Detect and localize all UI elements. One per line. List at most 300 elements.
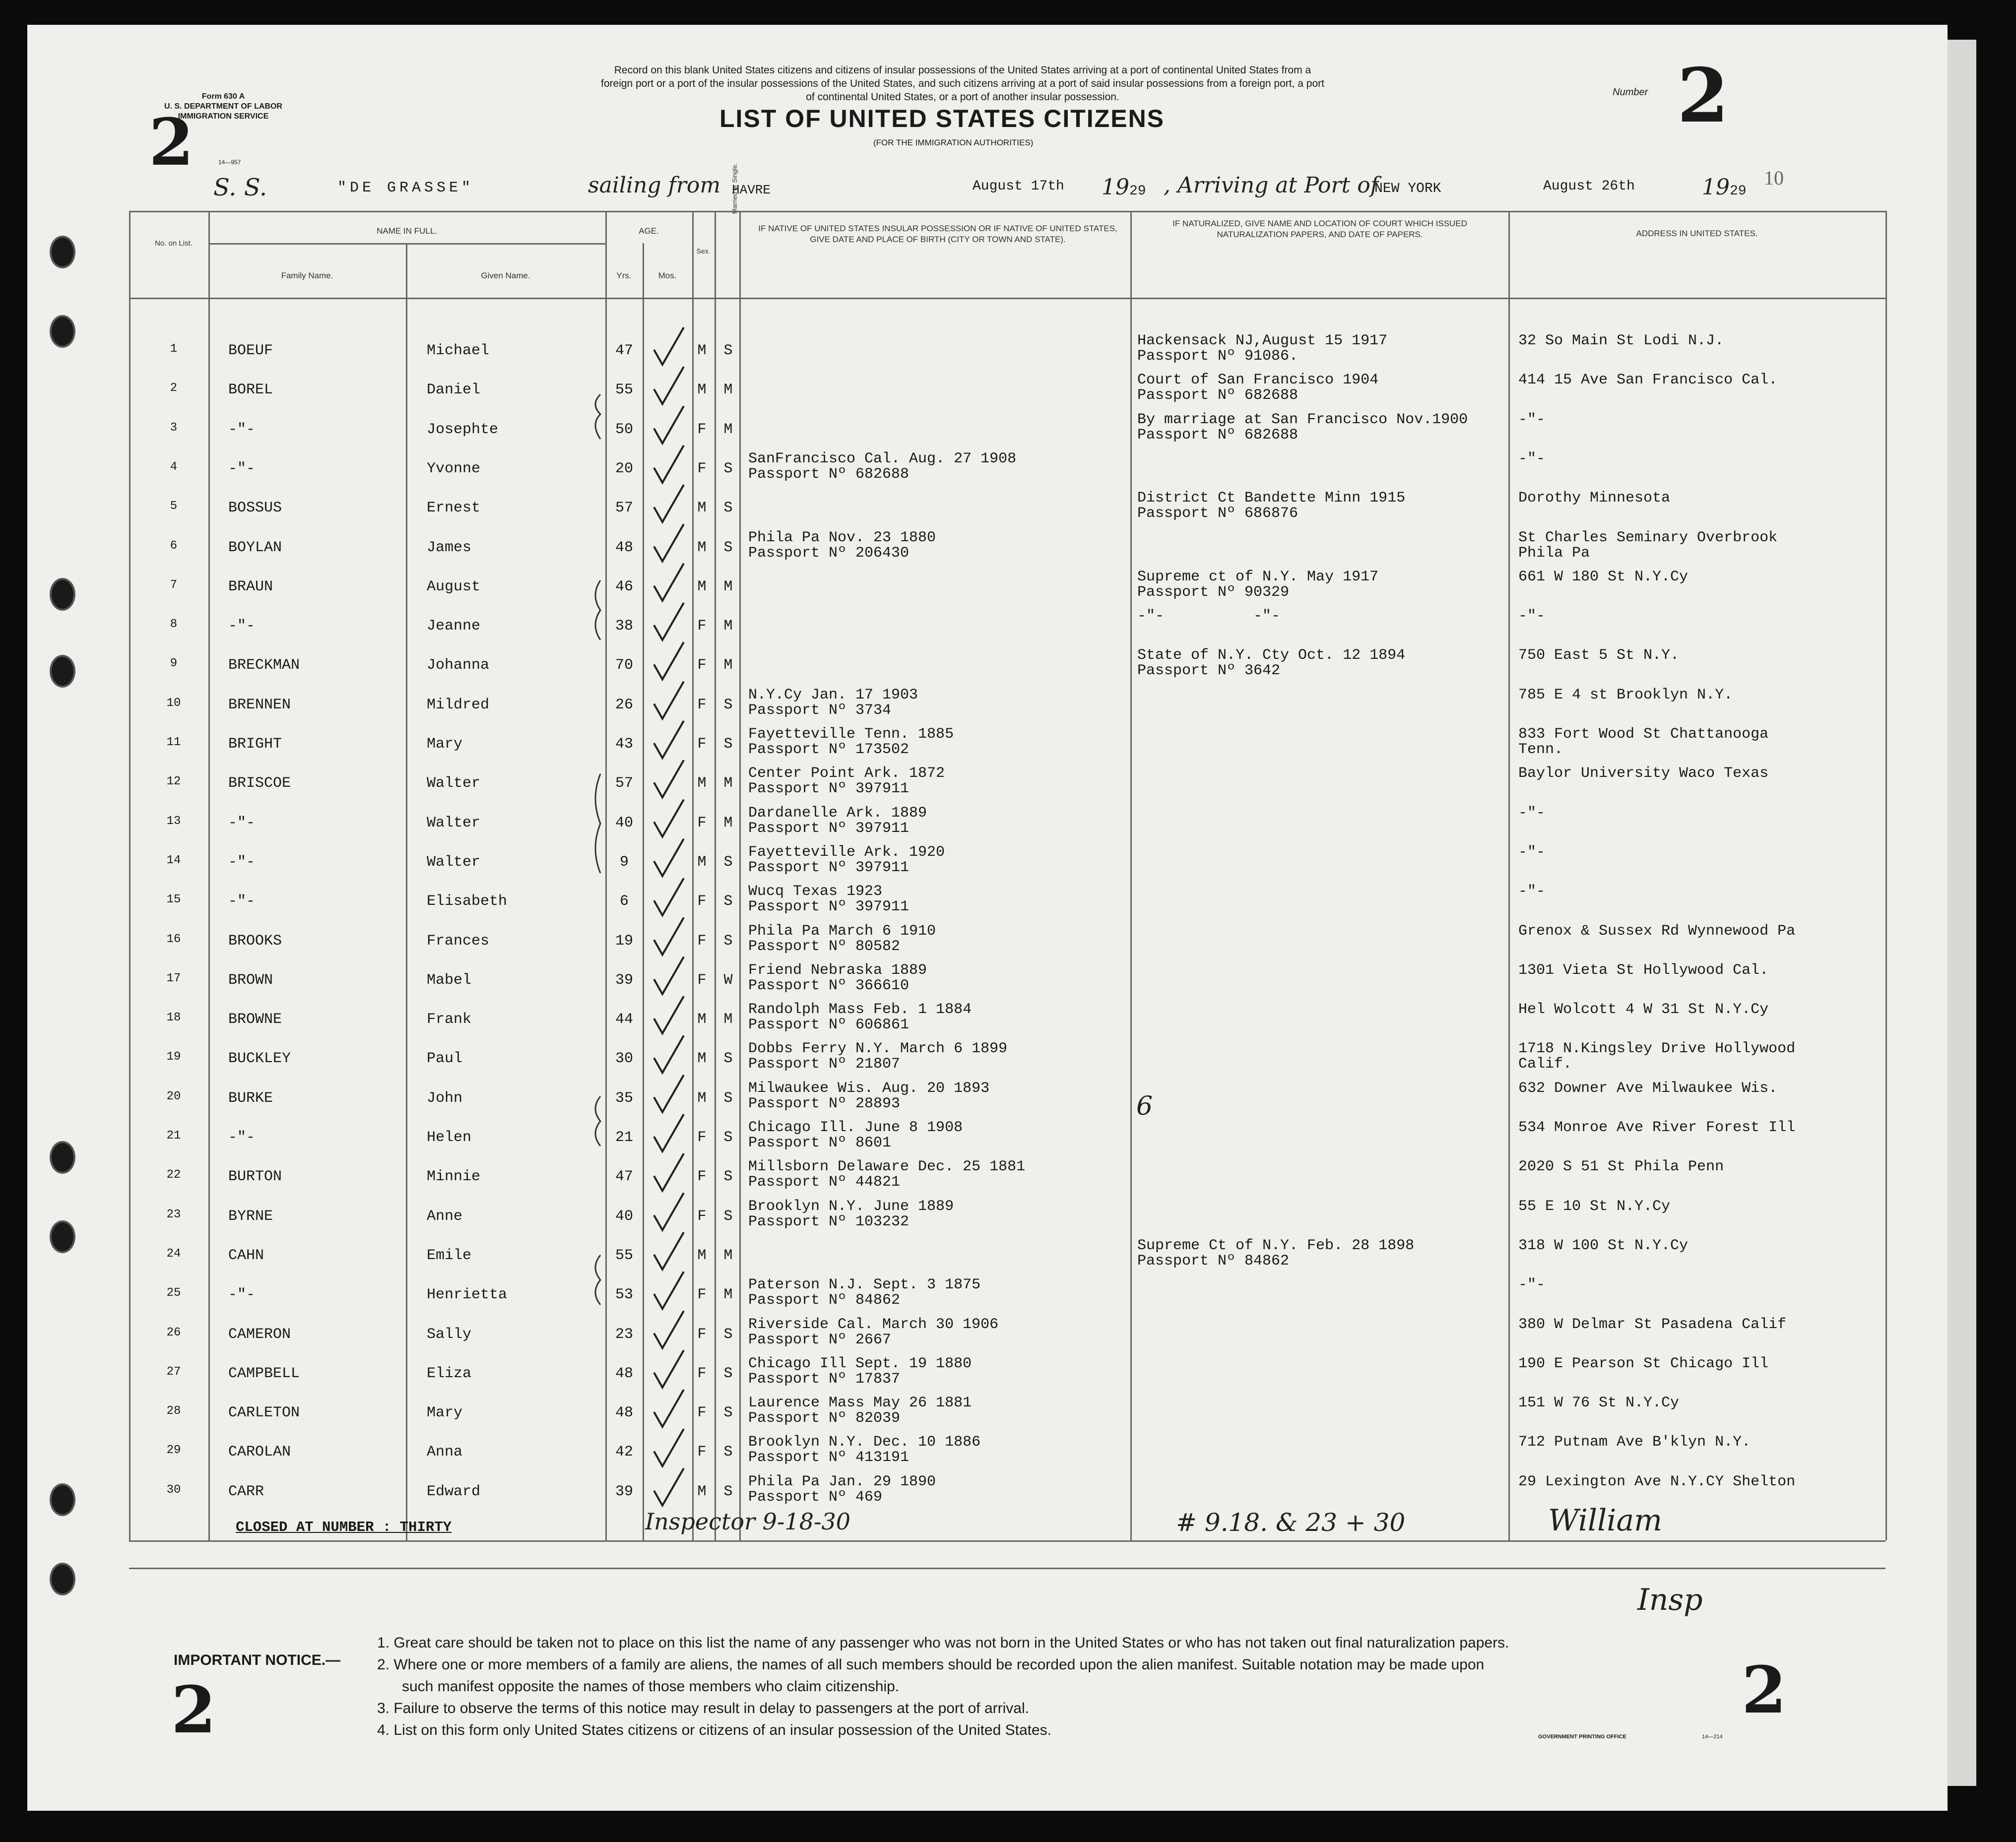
record-line: foreign port or a port of the insular possessions of the United States, and such citizens arriving at a port of said insular possessions from a foreign port, a port [601, 78, 1324, 89]
family-name: BUCKLEY [228, 1050, 291, 1068]
age-years: 19 [615, 932, 633, 950]
row-number: 8 [170, 618, 178, 632]
family-name: BROOKS [228, 932, 282, 950]
given-name: Eliza [427, 1365, 472, 1382]
page-title: LIST OF UNITED STATES CITIZENS [719, 105, 1165, 132]
family-name: BROWN [228, 971, 273, 989]
birth-place: Friend Nebraska 1889 Passport Nº 366610 [748, 961, 927, 994]
birth-place: Brooklyn N.Y. June 1889 Passport Nº 103232 [748, 1198, 954, 1230]
address: -"- [1518, 804, 1546, 822]
row-number: 20 [166, 1089, 181, 1103]
col-rule [715, 211, 716, 1540]
row-number: 10 [166, 696, 181, 710]
row-number: 26 [166, 1326, 181, 1339]
col-rule [1508, 211, 1510, 1540]
family-name: -"- [228, 460, 256, 477]
marital-status: W [723, 971, 733, 989]
given-name: Mildred [427, 696, 490, 713]
row-number: 12 [166, 775, 181, 789]
given-name: Anne [427, 1207, 463, 1225]
sex: M [697, 1011, 707, 1028]
birth-place: Chicago Ill Sept. 19 1880 Passport Nº 17837 [748, 1355, 972, 1388]
birth-place: Wucq Texas 1923 Passport Nº 397911 [748, 883, 910, 916]
printer-imprint: GOVERNMENT PRINTING OFFICE [1538, 1734, 1626, 1740]
sex: F [697, 1168, 707, 1186]
marital-status: S [723, 1365, 733, 1382]
sex: F [697, 657, 707, 674]
married-header: Married or Single. [731, 163, 738, 214]
marital-status: M [723, 775, 733, 792]
address: Baylor University Waco Texas [1518, 765, 1769, 782]
family-name: -"- [228, 893, 256, 910]
marital-status: M [723, 1247, 733, 1264]
number-label: Number [1613, 87, 1648, 98]
marital-status: M [723, 618, 733, 635]
family-name: CAHN [228, 1247, 264, 1264]
sex: M [697, 1089, 707, 1107]
notice-item: such manifest opposite the names of those members who claim citizenship. [402, 1678, 900, 1695]
given-name: Frank [427, 1011, 472, 1028]
family-name-header: Family Name. [281, 271, 333, 280]
binder-hole [50, 1483, 75, 1516]
given-name: Anna [427, 1444, 463, 1461]
binder-hole [50, 655, 75, 688]
row-number: 30 [166, 1483, 181, 1497]
naturalization: Supreme Ct of N.Y. Feb. 28 1898 Passport Nº 84862 [1137, 1237, 1415, 1270]
given-name: Josephte [427, 421, 499, 438]
age-years: 40 [615, 1207, 633, 1225]
family-name: CAMPBELL [228, 1365, 300, 1382]
address: Dorothy Minnesota [1518, 490, 1671, 507]
row-number: 17 [166, 971, 181, 985]
row-number: 1 [170, 342, 178, 356]
col-rule [643, 243, 644, 1540]
address: Grenox & Sussex Rd Wynnewood Pa [1518, 922, 1796, 940]
address: -"- [1518, 1276, 1546, 1294]
to-port: NEW YORK [1374, 181, 1441, 196]
birth-place: Fayetteville Ark. 1920 Passport Nº 397911 [748, 843, 945, 876]
birth-place: Fayetteville Tenn. 1885 Passport Nº 173502 [748, 726, 954, 758]
table-top-rule [129, 211, 1886, 212]
age-years: 39 [615, 1483, 633, 1500]
from-port: HAVRE [732, 183, 771, 197]
family-name: -"- [228, 1129, 256, 1146]
form-id-block [144, 92, 303, 122]
marital-status: S [723, 342, 733, 359]
depart-date: August 17th [973, 179, 1064, 194]
family-name: BROWNE [228, 1011, 282, 1028]
age-years: 47 [615, 1168, 633, 1186]
year-value: 29 [1730, 184, 1747, 199]
family-name: CAMERON [228, 1326, 291, 1343]
sex: F [697, 1286, 707, 1304]
sex: M [697, 1247, 707, 1264]
family-name: BURTON [228, 1168, 282, 1186]
age-years: 43 [615, 736, 633, 753]
address: 712 Putnam Ave B'klyn N.Y. [1518, 1434, 1751, 1451]
address: 29 Lexington Ave N.Y.CY Shelton [1518, 1473, 1796, 1490]
family-name: BRAUN [228, 578, 273, 595]
row-number: 27 [166, 1365, 181, 1379]
manifest-page [27, 25, 1948, 1811]
marital-status: M [723, 657, 733, 674]
age-years: 50 [615, 421, 633, 438]
sex: F [697, 736, 707, 753]
marital-status: M [723, 1286, 733, 1304]
record-instructions [397, 64, 1528, 104]
address: St Charles Seminary Overbrook Phila Pa [1518, 529, 1778, 562]
family-name: CAROLAN [228, 1444, 291, 1461]
marital-status: S [723, 1168, 733, 1186]
row-number: 29 [166, 1444, 181, 1458]
row-number: 4 [170, 460, 178, 474]
naturalization: Hackensack NJ,August 15 1917 Passport Nº 91086. [1137, 332, 1388, 365]
family-name: BYRNE [228, 1207, 273, 1225]
marital-status: S [723, 1050, 733, 1068]
address: -"- [1518, 843, 1546, 861]
birth-place: Center Point Ark. 1872 Passport Nº 397911 [748, 765, 945, 798]
given-name: Mary [427, 1404, 463, 1422]
birth-place: Riverside Cal. March 30 1906 Passport Nº 2667 [748, 1316, 999, 1348]
age-years: 40 [615, 814, 633, 831]
age-years: 70 [615, 657, 633, 674]
binder-hole [50, 315, 75, 348]
sex: M [697, 500, 707, 517]
sex: F [697, 1207, 707, 1225]
margin-number-handwriting: 6 [1136, 1091, 1153, 1121]
name-in-full-header: NAME IN FULL. [377, 226, 437, 236]
address: -"- [1518, 411, 1546, 428]
birth-place: Phila Pa Nov. 23 1880 Passport Nº 206430 [748, 529, 936, 562]
sex: M [697, 853, 707, 871]
sex: M [697, 1483, 707, 1500]
row-number: 2 [170, 381, 178, 395]
year-prefix: 19 [1702, 175, 1730, 200]
no-on-list-header: No. on List. [155, 239, 193, 248]
family-name: CARLETON [228, 1404, 300, 1422]
family-name: -"- [228, 421, 256, 438]
initial-handwriting: Insp [1637, 1583, 1703, 1617]
family-name: -"- [228, 814, 256, 831]
table-bottom-rule [129, 1540, 1886, 1542]
age-years: 38 [615, 618, 633, 635]
marital-status: M [723, 421, 733, 438]
marital-status: S [723, 736, 733, 753]
address: -"- [1518, 450, 1546, 467]
birth-place: Dardanelle Ark. 1889 Passport Nº 397911 [748, 804, 927, 837]
family-name: BRIGHT [228, 736, 282, 753]
notice-item: 2. Where one or more members of a family are aliens, the names of all such members should be recorded upon the alien manifest. Suitable notation may be made upon [377, 1656, 1485, 1673]
age-years: 20 [615, 460, 633, 477]
birth-place: Randolph Mass Feb. 1 1884 Passport Nº 606861 [748, 1001, 972, 1034]
sex: F [697, 460, 707, 477]
address: 318 W 100 St N.Y.Cy [1518, 1237, 1689, 1254]
sex: F [697, 893, 707, 910]
age-years: 23 [615, 1326, 633, 1343]
col-rule [208, 211, 210, 1540]
form-service: IMMIGRATION SERVICE [178, 112, 269, 121]
year-prefix-1 [1102, 175, 1146, 200]
birth-place: Phila Pa Jan. 29 1890 Passport Nº 469 [748, 1473, 936, 1506]
row-number: 23 [166, 1207, 181, 1221]
row-number: 5 [170, 500, 178, 513]
age-years: 47 [615, 342, 633, 359]
sex: M [697, 539, 707, 556]
address: 785 E 4 st Brooklyn N.Y. [1518, 686, 1733, 703]
given-name: Ernest [427, 500, 481, 517]
birth-place: Brooklyn N.Y. Dec. 10 1886 Passport Nº 413191 [748, 1434, 981, 1466]
marital-status: S [723, 1089, 733, 1107]
family-name: BRISCOE [228, 775, 291, 792]
age-years: 57 [615, 500, 633, 517]
given-name: Henrietta [427, 1286, 508, 1304]
year-prefix: 19 [1102, 175, 1129, 200]
closed-at-number: CLOSED AT NUMBER : THIRTY [236, 1519, 452, 1535]
family-name: BOYLAN [228, 539, 282, 556]
given-name: Michael [427, 342, 490, 359]
address: -"- [1518, 883, 1546, 900]
age-years: 57 [615, 775, 633, 792]
row-number: 25 [166, 1286, 181, 1300]
marital-status: S [723, 1326, 733, 1343]
form-code: 14—957 [218, 159, 241, 166]
row-number: 19 [166, 1050, 181, 1064]
birth-place: Millsborn Delaware Dec. 25 1881 Passport Nº 44821 [748, 1158, 1026, 1191]
arriving-label: , Arriving at Port of [1164, 173, 1378, 198]
given-name: James [427, 539, 472, 556]
birth-place: SanFrancisco Cal. Aug. 27 1908 Passport Nº 682688 [748, 450, 1017, 483]
given-name: Elisabeth [427, 893, 508, 910]
address: 190 E Pearson St Chicago Ill [1518, 1355, 1769, 1372]
given-name: Walter [427, 853, 481, 871]
sex: F [697, 1404, 707, 1422]
sex-header: Sex. [696, 247, 711, 255]
sex: F [697, 932, 707, 950]
address: 1301 Vieta St Hollywood Cal. [1518, 961, 1769, 979]
sex: F [697, 421, 707, 438]
given-name: Yvonne [427, 460, 481, 477]
age-years: 55 [615, 381, 633, 399]
row-number: 11 [166, 736, 181, 749]
marital-status: S [723, 500, 733, 517]
row-number: 21 [166, 1129, 181, 1143]
row-number: 3 [170, 421, 178, 435]
col-rule [739, 211, 741, 1540]
marital-status: S [723, 460, 733, 477]
sex: F [697, 1129, 707, 1146]
back-pages-edge [1945, 40, 1976, 1786]
notice-item: 3. Failure to observe the terms of this notice may result in delay to passengers at the port of arrival. [377, 1700, 1029, 1716]
age-years: 39 [615, 971, 633, 989]
given-name: Jeanne [427, 618, 481, 635]
page-subtitle: (FOR THE IMMIGRATION AUTHORITIES) [873, 138, 1034, 147]
naturalization: Supreme ct of N.Y. May 1917 Passport Nº 90329 [1137, 568, 1379, 601]
age-years: 46 [615, 578, 633, 595]
age-years: 53 [615, 1286, 633, 1304]
sex: F [697, 618, 707, 635]
col-rule [406, 243, 407, 1540]
address: -"- [1518, 608, 1546, 625]
given-name: Frances [427, 932, 490, 950]
number-value: 2 [1677, 52, 1729, 139]
address: 632 Downer Ave Milwaukee Wis. [1518, 1080, 1778, 1097]
page-marker-bottom-left: 2 [171, 1672, 216, 1748]
address: 750 East 5 St N.Y. [1518, 647, 1680, 664]
page-marker-top: 2 [149, 104, 194, 180]
birth-place: Dobbs Ferry N.Y. March 6 1899 Passport Nº 21807 [748, 1040, 1008, 1073]
address: 833 Fort Wood St Chattanooga Tenn. [1518, 726, 1769, 758]
address: 55 E 10 St N.Y.Cy [1518, 1198, 1671, 1215]
age-years: 48 [615, 1404, 633, 1422]
given-name: Edward [427, 1483, 481, 1500]
binder-hole [50, 1563, 75, 1595]
birth-place: Laurence Mass May 26 1881 Passport Nº 82039 [748, 1395, 972, 1427]
family-name: BRECKMAN [228, 657, 300, 674]
marital-status: S [723, 696, 733, 713]
binder-hole [50, 1141, 75, 1174]
record-line: Record on this blank United States citizens and citizens of insular possessions of the United States arriving at a port of continental United States from a [614, 64, 1311, 76]
marital-status: M [723, 578, 733, 595]
age-years: 35 [615, 1089, 633, 1107]
given-name: Mabel [427, 971, 472, 989]
form-number: Form 630 A [201, 92, 245, 101]
birth-place: Phila Pa March 6 1910 Passport Nº 80582 [748, 922, 936, 955]
marital-status: M [723, 814, 733, 831]
family-name: BURKE [228, 1089, 273, 1107]
sex: F [697, 1444, 707, 1461]
age-years: 21 [615, 1129, 633, 1146]
marital-status: M [723, 381, 733, 399]
address: 32 So Main St Lodi N.J. [1518, 332, 1724, 349]
page-marker-bottom-right: 2 [1742, 1652, 1787, 1728]
sex: F [697, 814, 707, 831]
annotation-handwriting: # 9.18. & 23 + 30 [1176, 1508, 1406, 1537]
marital-status: S [723, 1444, 733, 1461]
important-notice [174, 1650, 340, 1671]
col-rule [1130, 211, 1132, 1540]
family-name: BOREL [228, 381, 273, 399]
marital-status: S [723, 539, 733, 556]
age-years: 6 [619, 893, 629, 910]
given-name: Johanna [427, 657, 490, 674]
given-name: John [427, 1089, 463, 1107]
marital-status: S [723, 1207, 733, 1225]
given-name: Emile [427, 1247, 472, 1264]
row-number: 16 [166, 932, 181, 946]
row-number: 18 [166, 1011, 181, 1025]
birth-place: Milwaukee Wis. Aug. 20 1893 Passport Nº 28893 [748, 1080, 990, 1112]
binder-hole [50, 236, 75, 268]
age-years: 42 [615, 1444, 633, 1461]
naturalization: Court of San Francisco 1904 Passport Nº 682688 [1137, 372, 1379, 404]
sex: M [697, 381, 707, 399]
given-name: Minnie [427, 1168, 481, 1186]
sex: F [697, 1326, 707, 1343]
row-number: 6 [170, 539, 178, 553]
arrive-date: August 26th [1543, 179, 1635, 194]
row-number: 24 [166, 1247, 181, 1261]
col-rule [129, 211, 130, 1540]
row-number: 9 [170, 657, 178, 671]
mos-header: Mos. [658, 271, 677, 280]
col-rule [1886, 211, 1887, 1540]
sailing-label: sailing from [588, 173, 721, 198]
address: 151 W 76 St N.Y.Cy [1518, 1395, 1680, 1412]
year-prefix-2 [1702, 175, 1747, 200]
given-name: Walter [427, 814, 481, 831]
age-years: 9 [619, 853, 629, 871]
family-name: BOSSUS [228, 500, 282, 517]
row-number: 28 [166, 1404, 181, 1418]
address: 534 Monroe Ave River Forest Ill [1518, 1119, 1796, 1136]
address-header: ADDRESS IN UNITED STATES. [1636, 229, 1758, 238]
naturalization: District Ct Bandette Minn 1915 Passport Nº 686876 [1137, 490, 1406, 522]
given-name: August [427, 578, 481, 595]
marital-status: S [723, 1404, 733, 1422]
age-years: 30 [615, 1050, 633, 1068]
naturalization: State of N.Y. Cty Oct. 12 1894 Passport Nº 3642 [1137, 647, 1406, 680]
row-number: 15 [166, 893, 181, 907]
signature-handwriting: William [1548, 1503, 1663, 1538]
sex: M [697, 1050, 707, 1068]
notice-item: 1. Great care should be taken not to place on this list the name of any passenger who was not born in the United States or who has not taken out final naturalization papers. [377, 1635, 1509, 1651]
family-name: CARR [228, 1483, 264, 1500]
birth-place: N.Y.Cy Jan. 17 1903 Passport Nº 3734 [748, 686, 918, 719]
family-name: -"- [228, 853, 256, 871]
stamp-number: 10 [1764, 167, 1784, 189]
age-years: 48 [615, 539, 633, 556]
family-name: BOEUF [228, 342, 273, 359]
row-number: 22 [166, 1168, 181, 1182]
naturalization: By marriage at San Francisco Nov.1900 Passport Nº 682688 [1137, 411, 1468, 444]
record-line: of continental United States, or a port of another insular possession. [806, 91, 1119, 103]
family-name: BRENNEN [228, 696, 291, 713]
sex: M [697, 578, 707, 595]
sex: F [697, 971, 707, 989]
marital-status: S [723, 1129, 733, 1146]
given-name: Walter [427, 775, 481, 792]
naturalization: -"- -"- [1137, 608, 1281, 625]
binder-hole [50, 1220, 75, 1253]
marital-status: S [723, 932, 733, 950]
given-name: Paul [427, 1050, 463, 1068]
marital-status: S [723, 853, 733, 871]
birth-header: IF NATIVE OF UNITED STATES INSULAR POSSESSION OR IF NATIVE OF UNITED STATES, GIVE DATE AND PLACE OF BIRTH (CITY OR TOWN AND STATE). [758, 224, 1117, 244]
given-name: Mary [427, 736, 463, 753]
naturalized-header: IF NATURALIZED, GIVE NAME AND LOCATION OF COURT WHICH ISSUED NATURALIZATION PAPERS, AND DATE OF PAPERS. [1172, 219, 1467, 239]
given-name: Daniel [427, 381, 481, 399]
col-rule [605, 211, 607, 1540]
age-years: 55 [615, 1247, 633, 1264]
birth-place: Paterson N.J. Sept. 3 1875 Passport Nº 84862 [748, 1276, 981, 1309]
header-bottom-rule [129, 298, 1886, 299]
footer-rule [129, 1568, 1886, 1569]
given-name: Helen [427, 1129, 472, 1146]
sex: F [697, 1365, 707, 1382]
sex: M [697, 775, 707, 792]
birth-place: Chicago Ill. June 8 1908 Passport Nº 8601 [748, 1119, 963, 1151]
ss-label: S. S. [213, 174, 267, 201]
marital-status: S [723, 1483, 733, 1500]
row-number: 13 [166, 814, 181, 828]
age-years: 48 [615, 1365, 633, 1382]
row-number: 7 [170, 578, 178, 592]
address: 414 15 Ave San Francisco Cal. [1518, 372, 1778, 389]
given-name-header: Given Name. [481, 271, 530, 280]
marital-status: S [723, 893, 733, 910]
family-name: -"- [228, 618, 256, 635]
marital-status: M [723, 1011, 733, 1028]
